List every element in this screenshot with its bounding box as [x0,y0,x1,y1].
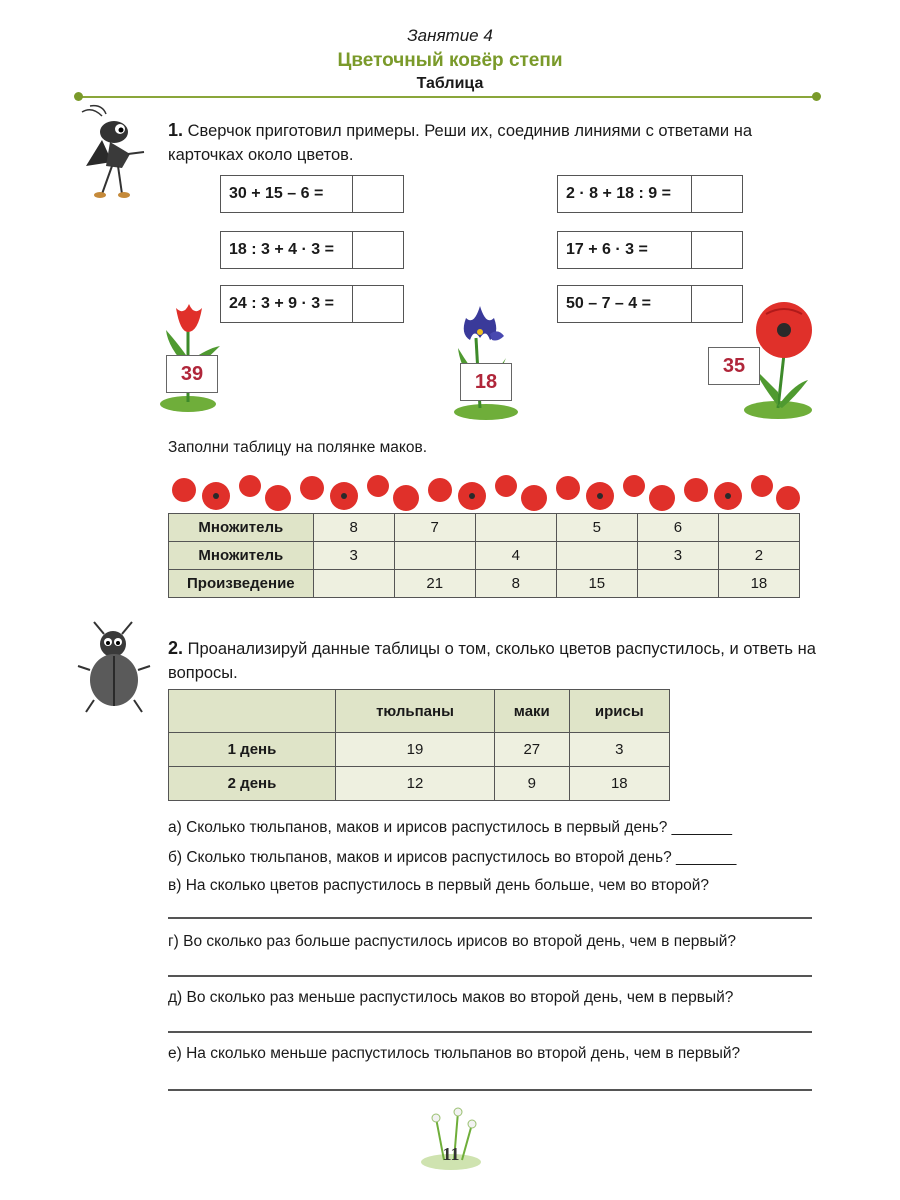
table-header-cell: тюльпаны [336,690,495,733]
table-cell[interactable]: 5 [556,514,637,542]
row-label: Множитель [169,542,314,570]
question-d: г) Во сколько раз больше распустилось ирисов во второй день, чем в первый? [168,933,736,950]
example-box [220,285,404,323]
example-box [557,231,743,269]
question-f: е) На сколько меньше распустилось тюльпанов во второй день, чем в первый? [168,1045,741,1062]
table-cell[interactable] [475,514,556,542]
example-box [220,175,404,213]
page-title: Цветочный ковёр степи [337,50,563,71]
table-cell: 3 [569,733,669,767]
answer-line[interactable] [168,975,812,977]
table-row [169,542,800,570]
page-subtitle: Таблица [416,75,484,92]
header-divider [78,96,816,98]
cricket-icon [72,104,152,200]
question-a: а) Сколько тюльпанов, маков и ирисов распустилось в первый день? _______ [168,819,732,836]
table-cell[interactable] [394,542,475,570]
table-row [169,733,670,767]
table-cell[interactable]: 15 [556,570,637,598]
example-expression: 24 : 3 + 9 · 3 = [221,286,353,322]
page-number: 11 [442,1144,460,1164]
table-header-cell: маки [494,690,569,733]
answer-card: 35 [708,347,760,385]
table-header-cell [169,690,336,733]
example-box [220,231,404,269]
table-cell[interactable]: 8 [475,570,556,598]
table-cell: 27 [494,733,569,767]
table-header-cell: ирисы [569,690,669,733]
table-header-row [169,690,670,733]
task1-text [168,118,818,167]
example-box [557,175,743,213]
answer-card: 39 [166,355,218,393]
table-cell[interactable]: 3 [637,542,718,570]
table-row [169,514,800,542]
example-expression: 17 + 6 · 3 = [558,232,692,268]
example-expression: 18 : 3 + 4 · 3 = [221,232,353,268]
table-cell[interactable]: 6 [637,514,718,542]
table-cell[interactable] [637,570,718,598]
example-expression: 50 – 7 – 4 = [558,286,692,322]
task2-instruction: Проанализируй данные таблицы о том, сколько цветов распустилось, и ответь на вопросы. [168,640,816,682]
table-instruction: Заполни таблицу на полянке маков. [168,439,428,456]
flowers-table [168,689,670,801]
task1-instruction: Сверчок приготовил примеры. Реши их, соединив линиями с ответами на карточках около цветов. [168,122,752,164]
multiplication-table [168,513,800,598]
answer-line[interactable] [168,917,812,919]
row-label: Множитель [169,514,314,542]
answer-box[interactable] [353,176,403,212]
row-label: Произведение [169,570,314,598]
iris-icon [440,298,520,424]
answer-box[interactable] [692,176,742,212]
table-cell: 12 [336,767,495,801]
table-cell: 9 [494,767,569,801]
question-b: б) Сколько тюльпанов, маков и ирисов распустилось во второй день? _______ [168,849,737,866]
example-expression: 2 · 8 + 18 : 9 = [558,176,692,212]
question-e: д) Во сколько раз меньше распустилось маков во второй день, чем в первый? [168,989,734,1006]
answer-box[interactable] [353,286,403,322]
table-cell[interactable]: 4 [475,542,556,570]
divider-dot-right [812,92,821,101]
answer-box[interactable] [692,232,742,268]
task1-number: 1. [168,120,184,140]
beetle-icon [74,620,154,716]
table-cell[interactable] [718,514,799,542]
table-cell[interactable]: 8 [313,514,394,542]
table-cell[interactable]: 18 [718,570,799,598]
table-row [169,570,800,598]
answer-box[interactable] [353,232,403,268]
table-cell: 18 [569,767,669,801]
row-label: 1 день [169,733,336,767]
table-cell[interactable]: 2 [718,542,799,570]
table-cell[interactable]: 7 [394,514,475,542]
table-row [169,767,670,801]
task2-text [168,636,818,685]
lesson-label: Занятие 4 [407,26,493,45]
poppy-border-icon [166,466,802,516]
table-cell[interactable] [313,570,394,598]
example-expression: 30 + 15 – 6 = [221,176,353,212]
table-cell[interactable]: 21 [394,570,475,598]
answer-card: 18 [460,363,512,401]
table-cell[interactable]: 3 [313,542,394,570]
table-cell: 19 [336,733,495,767]
divider-dot-left [74,92,83,101]
row-label: 2 день [169,767,336,801]
table-cell[interactable] [556,542,637,570]
answer-line[interactable] [168,1089,812,1091]
answer-line[interactable] [168,1031,812,1033]
question-c: в) На сколько цветов распустилось в первый день больше, чем во второй? [168,877,710,894]
example-box [557,285,743,323]
task2-number: 2. [168,638,184,658]
